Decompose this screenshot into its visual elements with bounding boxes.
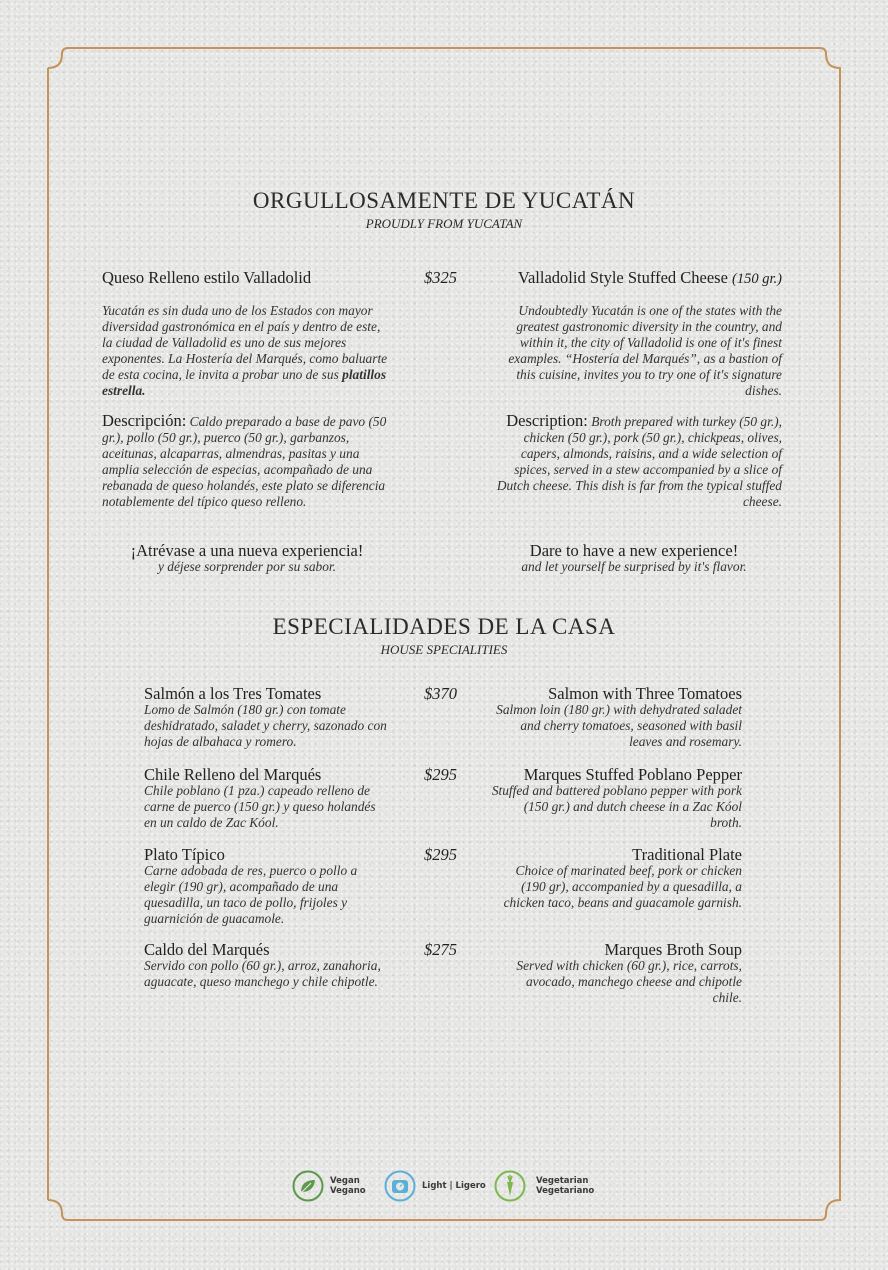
menu-item [0, 765, 888, 835]
legend-vegan-en: Vegan [330, 1176, 360, 1186]
legend-vegan-es: Vegano [330, 1186, 366, 1196]
description-label-en: Description: [506, 411, 588, 430]
section-title-house: ESPECIALIDADES DE LA CASA [272, 614, 616, 639]
description-es [102, 413, 392, 511]
legend-light-label: Light | Ligero [422, 1181, 486, 1191]
section-title-yucatan: ORGULLOSAMENTE DE YUCATÁN [252, 188, 636, 213]
item-price: $275 [424, 940, 457, 959]
carrot-icon [494, 1170, 526, 1202]
item-name-es: Plato Típico [144, 845, 225, 864]
item-price: $295 [424, 765, 457, 784]
item-price: $295 [424, 845, 457, 864]
call-to-action-es-sub: y déjese sorprender por su sabor. [157, 559, 337, 574]
item-desc-en: Served with chicken (60 gr.), rice, carrots, avocado, manchego cheese and chipotle chile. [516, 958, 742, 1006]
call-to-action-en: Dare to have a new experience! [529, 541, 739, 560]
legend-vegan-label [330, 1176, 366, 1196]
dish-name-es: Queso Relleno estilo Valladolid [102, 268, 312, 287]
description-text-es: Caldo preparado a base de pavo (50 gr.), pollo (50 gr.), puerco (50 gr.), garbanzos, aceitunas, alcaparras, almendras, pasitas y una amplia selección de especias, acompañado de una rebanada de queso holandés, este plato se diferencia notablemente del típico queso relleno. [102, 414, 387, 510]
intro-es-highlight: platillos estrella. [102, 367, 387, 399]
section-subtitle-yucatan: PROUDLY FROM YUCATAN [365, 216, 523, 231]
menu-item [0, 845, 888, 930]
item-name-en: Traditional Plate [632, 845, 742, 864]
item-name-en: Marques Broth Soup [604, 940, 742, 959]
dish-name-en [470, 268, 782, 288]
item-name-en: Marques Stuffed Poblano Pepper [523, 765, 742, 784]
item-price: $370 [424, 684, 457, 703]
intro-text-en: Undoubtedly Yucatán is one of the states with the greatest gastronomic diversity in the country, and within it, the city of Valladolid is one of it's finest examples. “Hostería del Marqués”, as a bastion of this cuisine, invites you to try one of it's signature dishes. [508, 303, 782, 399]
dish-price: $325 [424, 268, 457, 287]
description-en [484, 413, 782, 511]
leaf-icon [292, 1170, 324, 1202]
item-name-es: Chile Relleno del Marqués [144, 765, 322, 784]
legend-vegetarian-label [536, 1176, 594, 1196]
intro-text-es [102, 303, 392, 400]
dish-name-en-text: Valladolid Style Stuffed Cheese [517, 268, 728, 287]
item-desc-es: Carne adobada de res, puerco o pollo a elegir (190 gr), acompañado de una quesadilla, un taco de pollo, frijoles y guarnición de guacamole. [144, 863, 358, 927]
section-subtitle-house: HOUSE SPECIALITIES [380, 642, 508, 657]
dish-weight-en: (150 gr.) [732, 271, 782, 287]
item-desc-en: Stuffed and battered poblano pepper with pork (150 gr.) and dutch cheese in a Zac Kóol broth. [491, 783, 742, 831]
scale-icon [384, 1170, 416, 1202]
description-label-es: Descripción: [102, 411, 187, 430]
item-desc-en: Choice of marinated beef, pork or chicken (190 gr), accompanied by a quesadilla, a chicken taco, beans and guacamole garnish. [503, 863, 742, 911]
item-name-es: Caldo del Marqués [144, 940, 270, 959]
item-desc-es: Chile poblano (1 pza.) capeado relleno de carne de puerco (150 gr.) y queso holandés en un caldo de Zac Kóol. [144, 783, 376, 831]
item-name-es: Salmón a los Tres Tomates [144, 684, 322, 703]
item-desc-es: Servido con pollo (60 gr.), arroz, zanahoria, aguacate, queso manchego y chile chipotle. [144, 958, 381, 990]
legend-vegetarian-en: Vegetarian [536, 1176, 589, 1186]
legend-vegetarian-es: Vegetariano [536, 1186, 595, 1196]
description-text-en: Broth prepared with turkey (50 gr.), chicken (50 gr.), pork (50 gr.), chickpeas, olives, capers, almonds, raisins, and a wide selection of spices, served in a stew accompanied by a slice of Dutch cheese. This dish is far from the typical stuffed cheese. [496, 414, 782, 510]
call-to-action-en-sub: and let yourself be surprised by it's flavor. [521, 559, 747, 574]
menu-item [0, 940, 888, 1010]
intro-es: Yucatán es sin duda uno de los Estados con mayor diversidad gastronómica en el país y dentro de este, la ciudad de Valladolid es uno de sus mejores exponentes. La Hostería del Marqués, como baluarte de esta cocina, le invita a probar uno de sus [102, 303, 388, 383]
item-name-en: Salmon with Three Tomatoes [548, 684, 742, 703]
item-desc-en: Salmon loin (180 gr.) with dehydrated saladet and cherry tomatoes, seasoned with basil leaves and rosemary. [496, 702, 742, 750]
menu-item [0, 684, 888, 754]
item-desc-es: Lomo de Salmón (180 gr.) con tomate deshidratado, saladet y cherry, sazonado con hojas de albahaca y romero. [144, 702, 387, 750]
call-to-action-es: ¡Atrévase a una nueva experiencia! [130, 541, 364, 560]
